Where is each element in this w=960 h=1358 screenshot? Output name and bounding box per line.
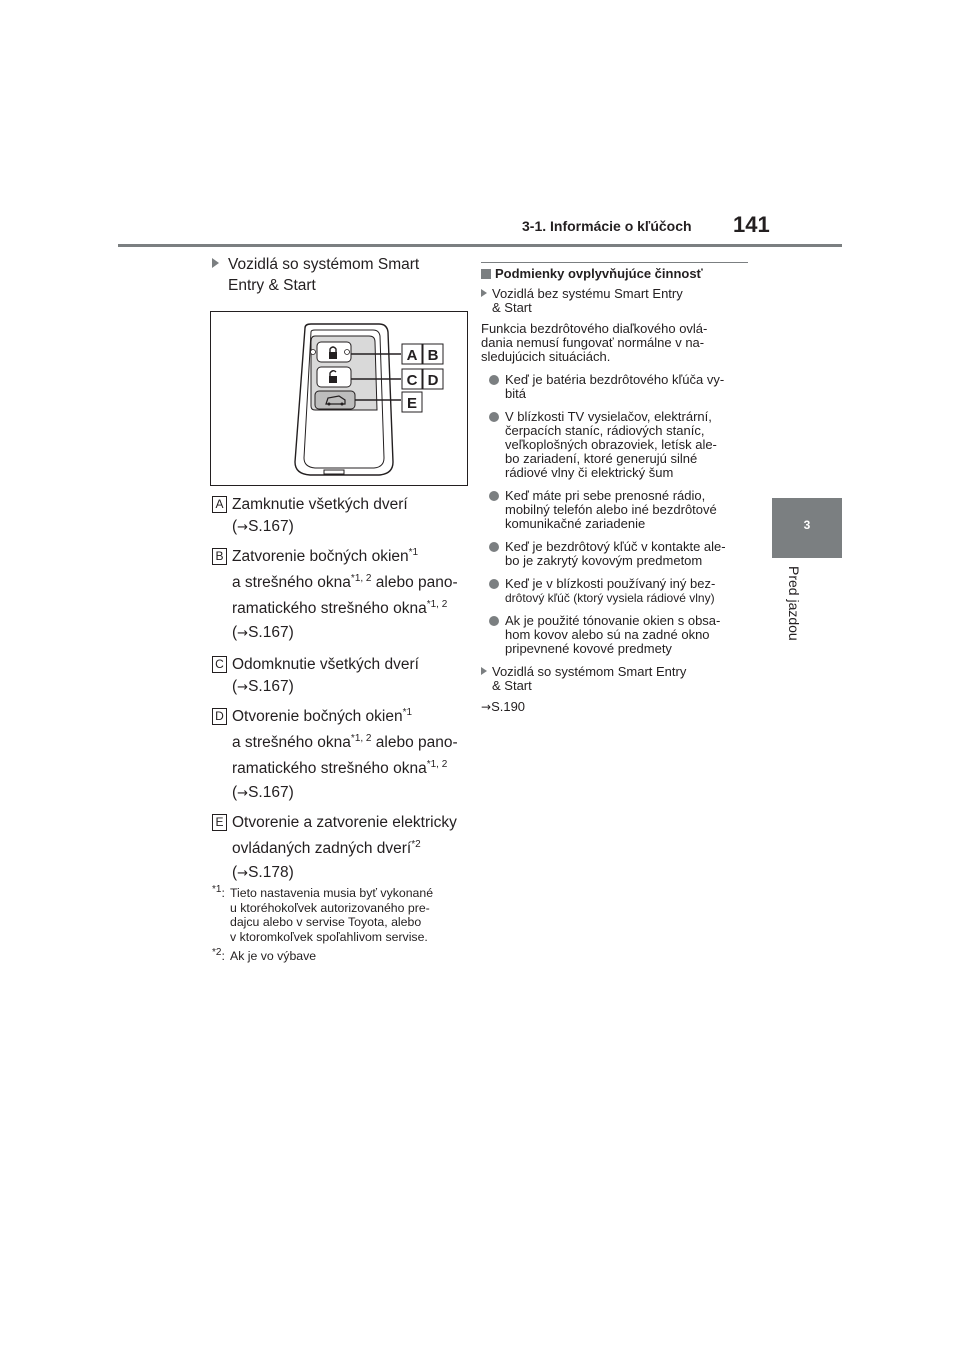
bullet-item: V blízkosti TV vysielačov, elektrární, čerpacích staníc, rádiových staníc, veľkoplošných obrazoviek, letísk ale- bo zariadení, ktoré generujú silné rádiové vlny či elektrický šum [481,410,751,480]
figure-label-d: D [427,372,439,389]
bullet-item: Keď máte pri sebe prenosné rádio, mobilný telefón alebo iné bezdrôtové komunikačné zariadenie [481,489,751,531]
page-reference: →S.190 [481,699,526,714]
chapter-tab [772,498,842,558]
triangle-bullet-icon [481,667,487,675]
item-b: B Zatvorenie bočných okien$^{*1}$ a strešného okna$^{*1, 2}$ alebo pano- ramatického strešného okna$^{*1, 2}$ (→S.167) [212,546,458,645]
key-fob-icon [211,312,467,485]
badge-d: D [212,708,227,725]
right-rule [481,262,748,263]
bullet-item: Ak je použité tónovanie okien s obsa- hom kovov alebo sú na zadné okno pripevnené kovové predmety [481,614,751,656]
triangle-bullet-icon [481,289,487,297]
badge-a: A [212,496,227,513]
footnote-1: $^{*1}$: Tieto nastavenia musia byť vykonané u ktoréhokoľvek autorizovaného pre- dajcu alebo v servise Toyota, alebo v ktoromkoľvek spoľahlivom servise. [212,883,434,944]
header-rule [118,244,842,247]
bullet-item: Keď je v blízkosti používaný iný bez- drôtový kľúč (ktorý vysiela rádiové vlny) [481,577,751,605]
bullet-item: Keď je batéria bezdrôtového kľúča vy- bitá [481,373,751,401]
figure-label-b: B [427,347,439,364]
right-column [481,262,751,714]
item-c: C Odomknutie všetkých dverí (→S.167) [212,654,419,699]
figure-label-e: E [406,395,418,412]
bullet-dot-icon [489,616,499,626]
chapter-label [786,566,806,656]
item-e: E Otvorenie a zatvorenie elektricky ovládaných zadných dverí$^{*2}$ (→S.178) [212,812,457,885]
bullet-dot-icon [489,491,499,501]
item-d: D Otvorenie bočných okien$^{*1}$ a strešného okna$^{*1, 2}$ alebo pano- ramatického strešného okna$^{*1, 2}$ (→S.167) [212,706,458,805]
conditions-heading: Podmienky ovplyvňujúce činnosť [481,267,751,281]
badge-b: B [212,548,227,565]
chapter-number: 3 [803,518,811,532]
triangle-bullet-icon [212,258,219,268]
intro-paragraph: Funkcia bezdrôtového diaľkového ovlá- dania nemusí fungovať normálne v na- sledujúcich situáciách. [481,321,708,364]
bullet-dot-icon [489,579,499,589]
square-bullet-icon [481,269,491,279]
subheading-no-smart-entry: Vozidlá bez systému Smart Entry & Start [481,287,751,315]
footnotes [212,883,472,969]
subheading-smart-entry-right: Vozidlá so systémom Smart Entry & Start [481,665,751,693]
bullet-dot-icon [489,412,499,422]
bullet-dot-icon [489,375,499,385]
figure-label-c: C [406,372,418,389]
section-title: 3-1. Informácie o kľúčoch [522,218,692,234]
chapter-label-text: Pred jazdou [786,566,802,641]
trunk-button-shape [315,391,355,409]
badge-c: C [212,656,227,673]
subheading-smart-entry: Vozidlá so systémom Smart Entry & Start [212,254,419,296]
badge-e: E [212,814,227,831]
key-fob-figure [210,311,468,486]
bullet-dot-icon [489,542,499,552]
footnote-2: $^{*2}$: Ak je vo výbave [212,946,317,963]
figure-label-a: A [406,347,418,364]
item-a: A Zamknutie všetkých dverí (→S.167) [212,494,408,539]
page-number: 141 [733,212,770,237]
bullet-item: Keď je bezdrôtový kľúč v kontakte ale- bo je zakrytý kovovým predmetom [481,540,751,568]
